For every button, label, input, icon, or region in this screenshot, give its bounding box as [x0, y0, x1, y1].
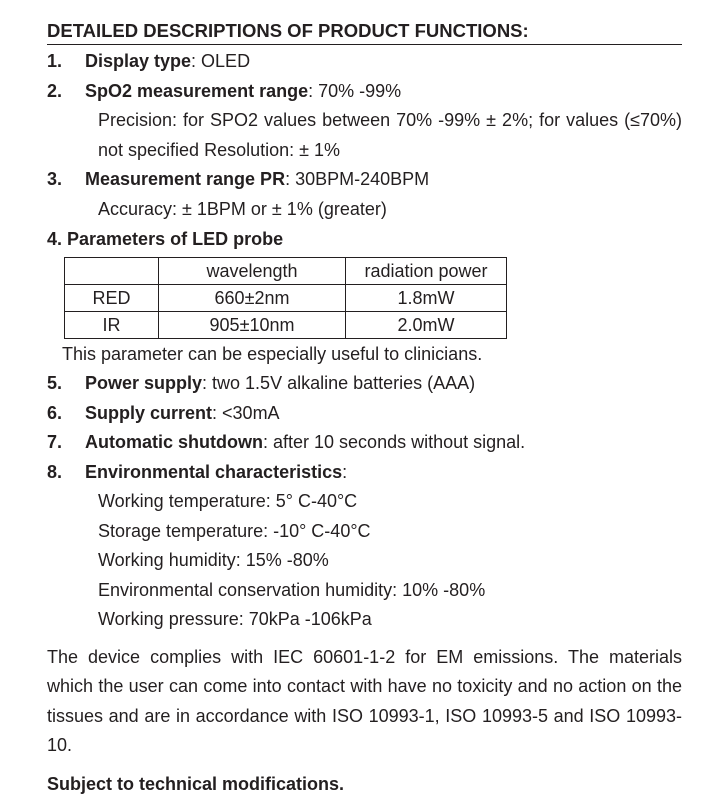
modification-notice: Subject to technical modifications.	[47, 773, 345, 794]
item-value: : <30mA	[212, 402, 280, 423]
item-number: 3.	[47, 169, 63, 189]
led-parameters-table	[64, 257, 507, 339]
item-label: Environmental characteristics	[85, 461, 343, 482]
document-page	[47, 18, 682, 799]
item-number: 2.	[47, 80, 63, 101]
env-detail: Working pressure: 70kPa -106kPa	[98, 609, 372, 629]
spec-power-supply	[47, 369, 682, 399]
table-cell: IR	[65, 311, 159, 338]
table-row	[65, 284, 507, 311]
table-cell: RED	[65, 284, 159, 311]
env-detail: Working humidity: 15% -80%	[98, 550, 329, 570]
item-number: 7.	[47, 432, 63, 452]
item-value: : 30BPM-240BPM	[285, 169, 430, 189]
spec-supply-current	[47, 399, 682, 429]
table-cell: 1.8mW	[346, 284, 507, 311]
item-label: SpO2 measurement range	[85, 80, 309, 101]
spo2-precision-text: Precision: for SPO2 values between 70% -99% ± 2%; for values (≤70%) not specified Resolution: ± 1%	[98, 110, 682, 160]
table-cell: 2.0mW	[346, 311, 507, 338]
item-label: Measurement range PR	[85, 169, 286, 189]
spec-spo2-range	[47, 77, 682, 107]
item-value: : OLED	[191, 51, 251, 71]
compliance-paragraph: The device complies with IEC 60601-1-2 for EM emissions. The materials which the user can come into contact with have no toxicity and no action on the tissues and are in accordance with ISO 10993-1, ISO 10993-5 and ISO 10993-10.	[47, 646, 682, 755]
item-number: 1.	[47, 51, 63, 71]
led-note: This parameter can be especially useful to clinicians.	[62, 343, 483, 364]
item-label: Power supply	[85, 373, 203, 393]
item-value: : 70% -99%	[308, 80, 402, 101]
item-value: : two 1.5V alkaline batteries (AAA)	[202, 373, 476, 393]
section-heading: DETAILED DESCRIPTIONS OF PRODUCT FUNCTIONS:	[47, 18, 682, 45]
spec-auto-shutdown	[47, 428, 682, 458]
item-number: 6.	[47, 402, 63, 423]
item-label: Display type	[85, 51, 192, 71]
item-number: 8.	[47, 461, 63, 482]
table-header-cell: radiation power	[346, 257, 507, 284]
table-row	[65, 311, 507, 338]
table-header-cell	[65, 257, 159, 284]
env-detail: Environmental conservation humidity: 10% -80%	[98, 579, 486, 600]
table-cell: 660±2nm	[159, 284, 346, 311]
item-value: : after 10 seconds without signal.	[263, 432, 526, 452]
spec-pr-range	[47, 165, 682, 195]
item-number: 5.	[47, 373, 63, 393]
spec-display-type	[47, 47, 682, 77]
led-parameters-heading: 4. Parameters of LED probe	[47, 229, 284, 249]
table-header-cell: wavelength	[159, 257, 346, 284]
table-cell: 905±10nm	[159, 311, 346, 338]
table-header-row	[65, 257, 507, 284]
item-label: Supply current	[85, 402, 213, 423]
item-label: Automatic shutdown	[85, 432, 263, 452]
pr-accuracy-text: Accuracy: ± 1BPM or ± 1% (greater)	[98, 198, 387, 219]
env-detail: Working temperature: 5° C-40°C	[98, 491, 358, 511]
env-detail: Storage temperature: -10° C-40°C	[98, 520, 371, 541]
spec-environmental	[47, 458, 682, 488]
item-value: :	[342, 461, 348, 482]
